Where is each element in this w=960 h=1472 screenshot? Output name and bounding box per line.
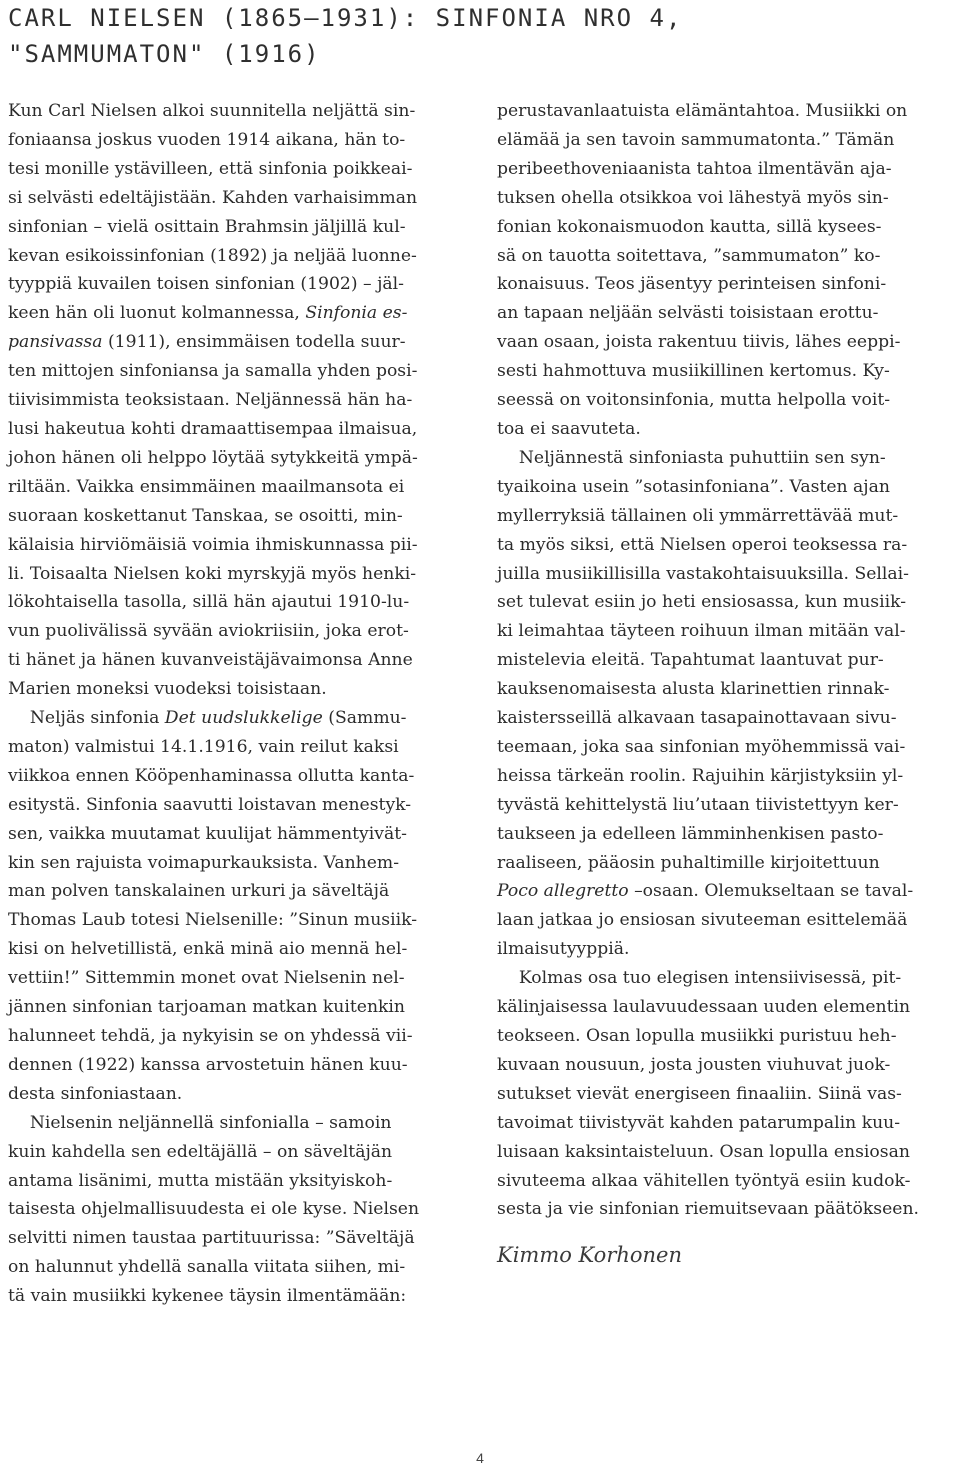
text-line <box>497 242 955 271</box>
text-line <box>497 617 955 646</box>
text-line <box>497 299 955 328</box>
text-line <box>8 791 466 820</box>
line-text: perustavanlaatuista elämäntahtoa. Musiikki on <box>497 101 908 121</box>
italic-title: pansivassa <box>8 332 103 353</box>
line-text: vettiin!” Sittemmin monet ovat Nielsenin nel- <box>8 968 405 989</box>
line-text: kälaisia hirviömäisiä voimia ihmiskunnassa pii- <box>8 534 418 555</box>
line-text: desta sinfoniastaan. <box>8 1083 183 1104</box>
line-text: (Sammu- <box>322 708 407 729</box>
text-line <box>497 473 955 502</box>
line-text: kin sen rajuista voimapurkauksista. Vanhem- <box>8 852 400 873</box>
text-line <box>8 1138 466 1167</box>
text-line <box>8 502 466 531</box>
text-line <box>8 820 466 849</box>
line-text: Neljäs sinfonia <box>8 708 165 729</box>
text-line <box>8 473 466 502</box>
line-text: man polven tanskalainen urkuri ja säveltäjä <box>8 881 390 902</box>
line-text: suoraan koskettanut Tanskaa, se osoitti, min- <box>8 505 403 526</box>
text-line <box>8 762 466 791</box>
line-text: Thomas Laub totesi Nielsenille: ”Sinun musiik- <box>8 910 418 931</box>
text-line <box>8 213 466 242</box>
text-line <box>497 1051 955 1080</box>
line-text: tyvästä kehittelystä liu’utaan tiivistettyyn ker- <box>497 794 899 815</box>
line-text: ki leimahtaa täyteen roihuun ilman mitään val- <box>497 621 906 642</box>
text-line <box>8 560 466 589</box>
line-text: teokseen. Osan lopulla musiikki puristuu heh- <box>497 1026 897 1046</box>
line-text: ti hänet ja hänen kuvanveistäjävaimonsa Anne <box>8 650 413 671</box>
text-line <box>8 906 466 935</box>
line-text: tä vain musiikki kykenee täysin ilmentämään: <box>8 1286 407 1307</box>
text-line <box>497 126 955 155</box>
text-line <box>8 328 466 357</box>
text-line <box>497 415 955 444</box>
line-text: laan jatkaa jo ensiosan sivuteeman esittelemää <box>497 910 908 931</box>
line-text: Nielsenin neljännellä sinfonialla – samoin <box>8 1112 392 1133</box>
text-line <box>8 1080 466 1109</box>
line-text: riltään. Vaikka ensimmäinen maailmansota ei <box>8 476 405 497</box>
text-line <box>497 820 955 849</box>
text-line <box>497 675 955 704</box>
line-text: kevan esikoissinfonian (1892) ja neljää luonne- <box>8 245 417 266</box>
line-text: viikkoa ennen Kööpenhaminassa ollutta kanta- <box>8 765 415 786</box>
line-text: tuksen ohella otsikkoa voi lähestyä myös sin- <box>497 187 889 208</box>
line-text: on halunnut yhdellä sanalla viitata siihen, mi- <box>8 1257 406 1278</box>
page-number: 4 <box>476 1450 484 1466</box>
line-text: sivuteema alkaa vähitellen työntyä esiin kudok- <box>497 1170 911 1191</box>
text-line <box>8 1109 466 1138</box>
text-line <box>497 184 955 213</box>
left-column <box>8 97 466 1311</box>
text-line <box>8 1195 466 1224</box>
text-line <box>8 184 466 213</box>
text-line <box>497 906 955 935</box>
right-column <box>497 97 955 1224</box>
line-text: Kolmas osa tuo elegisen intensiivisessä, pit- <box>497 968 902 989</box>
text-line <box>497 964 955 993</box>
text-line <box>497 270 955 299</box>
line-text: peribeethoveniaanista tahtoa ilmentävän aja- <box>497 158 892 179</box>
line-text: elämää ja sen tavoin sammumatonta.” Tämän <box>497 129 895 150</box>
line-text: mistelevia eleitä. Tapahtumat laantuvat pur- <box>497 650 884 671</box>
line-text: keen hän oli luonut kolmannessa, <box>8 303 306 324</box>
line-text: sen, vaikka muutamat kuulijat hämmentyivät- <box>8 823 407 844</box>
text-line <box>8 1051 466 1080</box>
line-text: ta myös siksi, että Nielsen operoi teoksessa ra- <box>497 534 908 555</box>
line-text: raaliseen, pääosin puhaltimille kirjoitettuun <box>497 852 880 873</box>
text-line <box>8 964 466 993</box>
line-text: johon hänen oli helppo löytää sytykkeitä ympä- <box>8 447 418 468</box>
line-text: sesti hahmottuva musiikillinen kertomus. Ky- <box>497 361 890 382</box>
article-title <box>8 0 948 72</box>
text-line <box>8 849 466 878</box>
line-text: kaistersseillä alkavaan tasapainottavaan sivu- <box>497 708 897 729</box>
text-line <box>8 357 466 386</box>
line-text: tyaikoina usein ”sotasinfoniana”. Vasten ajan <box>497 476 890 497</box>
line-text: halunneet tehdä, ja nykyisin se on yhdessä vii- <box>8 1026 413 1046</box>
line-text: Neljännestä sinfoniasta puhuttiin sen syn- <box>497 447 886 468</box>
line-text: ilmaisutyyppiä. <box>497 939 630 960</box>
text-line <box>497 502 955 531</box>
text-line <box>8 444 466 473</box>
text-line <box>497 560 955 589</box>
text-line <box>497 849 955 878</box>
text-line <box>8 155 466 184</box>
text-line <box>8 1167 466 1196</box>
text-line <box>497 213 955 242</box>
line-text: tyyppiä kuvailen toisen sinfonian (1902) – jäl- <box>8 274 404 295</box>
text-line <box>8 242 466 271</box>
line-text: luisaan kaksintaisteluun. Osan lopulla ensiosan <box>497 1141 910 1162</box>
text-line <box>497 877 955 906</box>
text-line <box>497 155 955 184</box>
line-text: vaan osaan, joista rakentuu tiivis, lähes eeppi- <box>497 332 901 353</box>
line-text: sinfonian – vielä osittain Brahmsin jäljillä kul- <box>8 216 406 237</box>
text-line <box>8 646 466 675</box>
line-text: set tulevat esiin jo heti ensiosassa, kun musiik- <box>497 592 907 613</box>
line-text: sesta ja vie sinfonian riemuitsevaan päätökseen. <box>497 1199 920 1220</box>
text-line <box>497 1022 955 1051</box>
line-text: ten mittojen sinfoniansa ja samalla yhden posi- <box>8 361 418 382</box>
line-text: fonian kokonaismuodon kautta, sillä kysees- <box>497 216 882 237</box>
line-text: kuvaan nousuun, josta jousten viuhuvat juok- <box>497 1054 891 1075</box>
text-line <box>497 1109 955 1138</box>
line-text: taisesta ohjelmallisuudesta ei ole kyse. Nielsen <box>8 1199 420 1220</box>
text-line <box>497 704 955 733</box>
line-text: tavoimat tiivistyvät kahden patarumpalin kuu- <box>497 1112 901 1133</box>
line-text: kisi on helvetillistä, enkä minä aio mennä hel- <box>8 939 408 960</box>
text-line <box>497 328 955 357</box>
text-line <box>8 1224 466 1253</box>
text-line <box>8 935 466 964</box>
text-line <box>497 531 955 560</box>
line-text: –osaan. Olemukseltaan se taval- <box>628 881 914 902</box>
text-line <box>497 1195 955 1224</box>
text-line <box>497 733 955 762</box>
line-text: an tapaan neljään selvästi toisistaan erottu- <box>497 303 879 324</box>
italic-title: Sinfonia es- <box>305 303 408 324</box>
text-line <box>8 675 466 704</box>
text-line <box>497 444 955 473</box>
line-text: sutukset vievät energiseen finaaliin. Siinä vas- <box>497 1083 902 1104</box>
line-text: dennen (1922) kanssa arvostetuin hänen kuu- <box>8 1054 408 1075</box>
line-text: toa ei saavuteta. <box>497 418 641 439</box>
text-line <box>497 588 955 617</box>
line-text: teemaan, joka saa sinfonian myöhemmissä vai- <box>497 736 906 757</box>
text-line <box>8 531 466 560</box>
line-text: kauksenomaisesta alusta klarinettien rinnak- <box>497 679 890 700</box>
line-text: vun puolivälissä syvään aviokriisiin, joka erot- <box>8 621 409 642</box>
line-text: Kun Carl Nielsen alkoi suunnitella neljättä sin- <box>8 101 416 121</box>
title-line-2: "SAMMUMATON" (1916) <box>8 40 321 68</box>
text-line <box>497 97 955 126</box>
title-line-1: CARL NIELSEN (1865–1931): SINFONIA NRO 4, <box>8 4 683 32</box>
line-text: taukseen ja edelleen lämminhenkisen pasto- <box>497 823 884 844</box>
line-text: myllerryksiä tällainen oli ymmärrettävää mut- <box>497 505 899 526</box>
text-line <box>8 704 466 733</box>
line-text: lökohtaisella tasolla, sillä hän ajautui 1910-lu- <box>8 592 410 613</box>
text-line <box>8 386 466 415</box>
line-text: foniaansa joskus vuoden 1914 aikana, hän to- <box>8 129 406 150</box>
text-line <box>8 877 466 906</box>
text-line <box>8 733 466 762</box>
line-text: konaisuus. Teos jäsentyy perinteisen sinfoni- <box>497 274 887 295</box>
text-line <box>497 1138 955 1167</box>
line-text: selvitti nimen taustaa partituurissa: ”Säveltäjä <box>8 1228 415 1249</box>
text-line <box>497 646 955 675</box>
italic-title: Det uudslukkelige <box>164 708 323 729</box>
text-line <box>8 1282 466 1311</box>
text-line <box>497 386 955 415</box>
line-text: li. Toisaalta Nielsen koki myrskyjä myös henki- <box>8 563 417 584</box>
line-text: kuin kahdella sen edeltäjällä – on säveltäjän <box>8 1141 393 1162</box>
text-line <box>8 270 466 299</box>
line-text: sä on tauotta soitettava, ”sammumaton” ko- <box>497 245 881 266</box>
line-text: jännen sinfonian tarjoaman matkan kuitenkin <box>8 997 405 1018</box>
text-line <box>497 993 955 1022</box>
text-line <box>8 97 466 126</box>
text-line <box>497 1167 955 1196</box>
line-text: seessä on voitonsinfonia, mutta helpolla voit- <box>497 390 891 411</box>
text-line <box>8 126 466 155</box>
text-line <box>497 762 955 791</box>
text-line <box>8 588 466 617</box>
line-text: si selvästi edeltäjistään. Kahden varhaisimman <box>8 187 418 208</box>
line-text: kälinjaisessa laulavuudessaan uuden elementin <box>497 997 911 1018</box>
text-line <box>8 415 466 444</box>
line-text: maton) valmistui 14.1.1916, vain reilut kaksi <box>8 736 399 757</box>
text-line <box>8 1022 466 1051</box>
text-line <box>8 617 466 646</box>
text-line <box>497 1080 955 1109</box>
line-text: tiivisimmista teoksistaan. Neljännessä hän ha- <box>8 390 413 411</box>
line-text: (1911), ensimmäisen todella suur- <box>102 332 406 353</box>
text-line <box>8 1253 466 1282</box>
line-text: heissa tärkeän roolin. Rajuihin kärjistyksiin yl- <box>497 765 904 786</box>
text-line <box>497 357 955 386</box>
line-text: juilla musiikillisilla vastakohtaisuuksilla. Sellai- <box>497 563 909 584</box>
line-text: Marien moneksi vuodeksi toisistaan. <box>8 679 327 700</box>
text-line <box>8 993 466 1022</box>
text-line <box>497 935 955 964</box>
line-text: esitystä. Sinfonia saavutti loistavan menestyk- <box>8 794 412 815</box>
line-text: tesi monille ystävilleen, että sinfonia poikkeai- <box>8 158 413 179</box>
text-line <box>497 791 955 820</box>
italic-title: Poco allegretto <box>497 881 629 902</box>
line-text: antama lisänimi, mutta mistään yksityiskoh- <box>8 1170 393 1191</box>
text-line <box>8 299 466 328</box>
line-text: lusi hakeutua kohti dramaattisempaa ilmaisua, <box>8 418 418 439</box>
author-signature: Kimmo Korhonen <box>497 1243 683 1267</box>
